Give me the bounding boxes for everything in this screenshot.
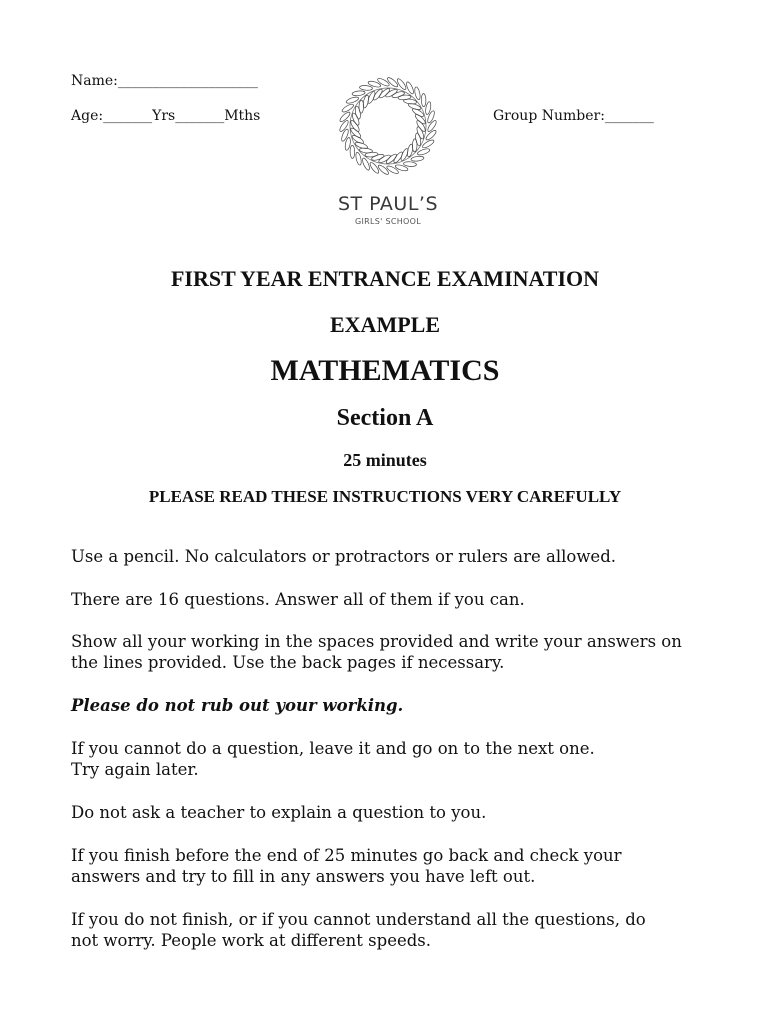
- instruction-line: Show all your working in the spaces provided and write your answers on: [71, 632, 682, 651]
- wreath-leaf: [421, 94, 426, 107]
- name-field: Name:____________________: [71, 73, 258, 89]
- wreath-leaf: [426, 110, 435, 124]
- instruction-paragraph: [71, 909, 711, 951]
- wreath-leaf: [368, 80, 382, 88]
- group-number-field: Group Number:_______: [493, 108, 654, 124]
- example-label: EXAMPLE: [330, 312, 440, 337]
- wreath-leaf: [359, 85, 372, 91]
- laurel-wreath-icon: [333, 68, 443, 188]
- wreath-leaf: [377, 77, 391, 87]
- wreath-leaf: [392, 151, 403, 164]
- instruction-line: There are 16 questions. Answer all of them if you can.: [71, 590, 525, 609]
- instruction-paragraph: [71, 845, 711, 887]
- exam-title: FIRST YEAR ENTRANCE EXAMINATION: [170, 266, 600, 291]
- instruction-line: Use a pencil. No calculators or protractors or rulers are allowed.: [71, 547, 617, 566]
- school-subtitle: GIRLS' SCHOOL: [354, 217, 422, 226]
- instruction-line: If you cannot do a question, leave it and go on to the next one.: [71, 739, 595, 758]
- exam-duration: 25 minutes: [343, 450, 427, 470]
- subject-title: MATHEMATICS: [270, 354, 500, 387]
- instruction-line: If you do not finish, or if you cannot understand all the questions, do: [71, 910, 646, 929]
- instruction-line: Please do not rub out your working.: [71, 696, 404, 715]
- instructions-heading: PLEASE READ THESE INSTRUCTIONS VERY CAREFULLY: [148, 487, 622, 506]
- wreath-leaf: [340, 128, 349, 142]
- age-field: Age:_______Yrs_______Mths: [71, 108, 261, 124]
- wreath-leaf: [367, 91, 377, 105]
- wreath-leaf: [386, 165, 400, 175]
- instruction-paragraph: [71, 589, 711, 610]
- instruction-line: answers and try to fill in any answers you have left out.: [71, 867, 536, 886]
- instruction-paragraph: [71, 631, 711, 673]
- wreath-leaf: [411, 107, 425, 118]
- wreath-leaf: [352, 90, 365, 96]
- instruction-paragraph: [71, 738, 711, 780]
- wreath-leaf: [350, 145, 355, 158]
- wreath-leaf: [411, 156, 424, 162]
- wreath-leaf: [395, 164, 409, 172]
- wreath-leaf: [403, 161, 416, 167]
- instruction-line: Do not ask a teacher to explain a question to you.: [71, 803, 487, 822]
- instruction-paragraph: [71, 695, 711, 716]
- wreath-leaf: [355, 152, 362, 166]
- instruction-line: the lines provided. Use the back pages if necessary.: [71, 653, 505, 672]
- instruction-line: not worry. People work at different speeds.: [71, 931, 432, 950]
- section-title: Section A: [336, 405, 434, 431]
- wreath-leaf: [400, 148, 410, 162]
- instruction-paragraph: [71, 802, 711, 823]
- school-logo: [333, 68, 443, 233]
- school-name: ST PAUL’S: [337, 193, 439, 215]
- instruction-line: If you finish before the end of 25 minutes go back and check your: [71, 846, 622, 865]
- wreath-leaf: [414, 86, 421, 100]
- wreath-leaf: [351, 134, 365, 145]
- wreath-leaf: [372, 88, 383, 101]
- instruction-paragraph: [71, 546, 711, 567]
- instruction-line: Try again later.: [71, 760, 199, 779]
